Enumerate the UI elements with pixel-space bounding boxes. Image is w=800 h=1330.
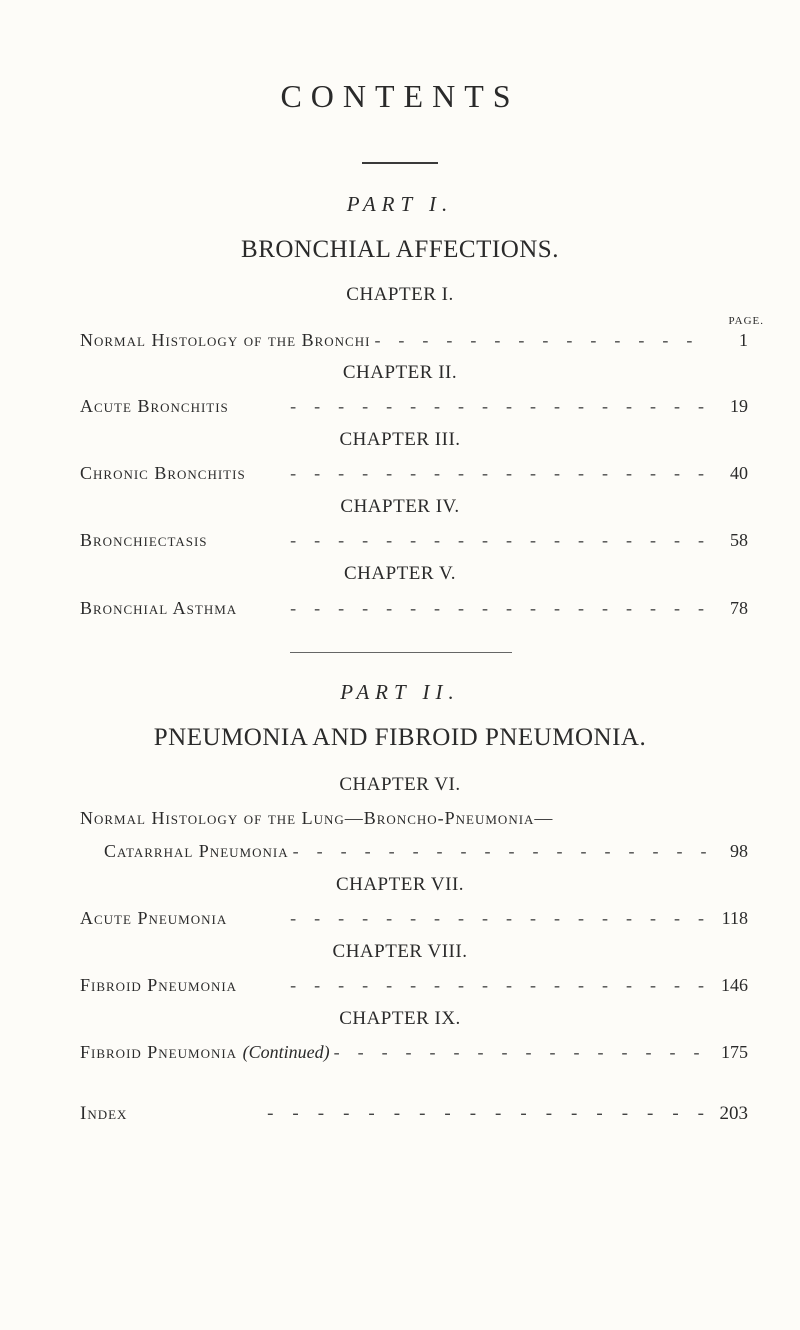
toc-entry [80, 808, 748, 829]
toc-entry-title: Normal Histology of the Lung—Broncho-Pneumonia— [80, 808, 554, 828]
dot-leader [289, 841, 708, 862]
page-column-header: PAGE. [728, 315, 764, 327]
toc-entry-title: Acute Bronchitis [80, 396, 229, 416]
chapter-heading: CHAPTER VIII. [332, 941, 468, 962]
toc-entry-page: 146 [721, 975, 748, 995]
dot-leader [229, 396, 708, 417]
toc-entry-title: Bronchial Asthma [80, 598, 238, 618]
toc-entry-page: 19 [730, 396, 748, 416]
chapter-heading: CHAPTER IX. [339, 1008, 461, 1029]
part-1-title: BRONCHIAL AFFECTIONS. [241, 236, 559, 263]
page-title: CONTENTS [280, 78, 520, 114]
toc-entry-title [80, 1042, 330, 1063]
toc-entry-index [80, 1103, 748, 1125]
toc-entry-title: Catarrhal Pneumonia [104, 841, 289, 861]
dot-leader [370, 330, 708, 351]
chapter-heading: CHAPTER III. [339, 429, 461, 450]
dot-leader [208, 530, 708, 551]
dot-leader [127, 1103, 708, 1125]
chapter-heading: CHAPTER V. [344, 563, 456, 584]
toc-entry-page: 98 [730, 841, 748, 861]
toc-entry-page: 40 [730, 463, 748, 483]
dot-leader [227, 908, 708, 929]
toc-entry [80, 598, 748, 619]
title-rule [362, 162, 438, 164]
chapter-heading: CHAPTER IV. [340, 496, 460, 517]
dot-leader [237, 598, 708, 619]
toc-entry-title: Normal Histology of the Bronchi [80, 330, 371, 350]
toc-entry [80, 396, 748, 417]
toc-entry-page: 1 [739, 330, 748, 350]
toc-entry-page: 118 [721, 908, 748, 928]
toc-entry-title: Chronic Bronchitis [80, 463, 246, 483]
dot-leader [237, 975, 708, 996]
toc-entry-title: Acute Pneumonia [80, 908, 228, 928]
dot-leader [246, 463, 708, 484]
toc-entry-continuation [104, 841, 748, 862]
toc-entry [80, 463, 748, 484]
chapter-heading: CHAPTER I. [346, 284, 454, 305]
toc-entry-page: 203 [719, 1103, 748, 1124]
chapter-heading: CHAPTER VI. [339, 774, 461, 795]
toc-entry-title: Bronchiectasis [80, 530, 208, 550]
part-2-label: PART II. [340, 680, 460, 704]
toc-entry-title: Fibroid Pneumonia [80, 975, 238, 995]
toc-entry [80, 530, 748, 551]
toc-entry-page: 58 [730, 530, 748, 550]
toc-entry-page: 78 [730, 598, 748, 618]
toc-entry-continued-note: (Continued) [242, 1042, 330, 1062]
toc-entry [80, 1042, 748, 1063]
chapter-heading: CHAPTER II. [342, 362, 458, 383]
part-1-label: PART I. [346, 192, 454, 216]
toc-entry [80, 330, 748, 351]
toc-entry-page: 175 [721, 1042, 748, 1062]
toc-entry-title-main: Fibroid Pneumonia [80, 1042, 238, 1062]
part-2-title: PNEUMONIA AND FIBROID PNEUMONIA. [153, 724, 647, 751]
toc-entry [80, 908, 748, 929]
chapter-heading: CHAPTER VII. [335, 874, 465, 895]
toc-entry-title: Index [80, 1103, 128, 1124]
dot-leader [330, 1042, 708, 1063]
part-divider [290, 652, 512, 653]
toc-entry [80, 975, 748, 996]
